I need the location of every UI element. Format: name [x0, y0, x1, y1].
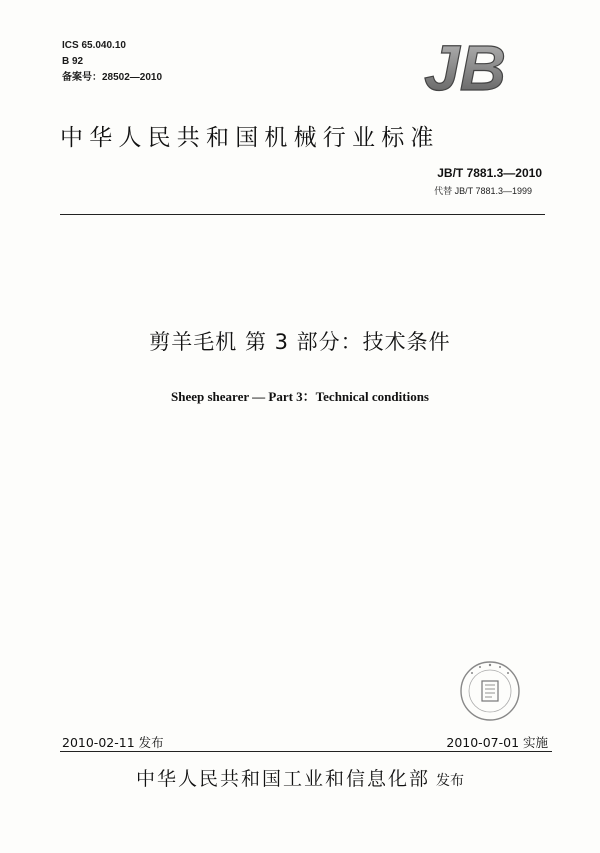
- top-divider: [60, 214, 545, 215]
- issue-date: 2010-02-11 发布: [62, 735, 164, 750]
- standard-category-title: 中华人民共和国机械行业标准: [60, 125, 440, 151]
- issuer-name: 中华人民共和国工业和信息化部: [135, 768, 430, 790]
- issuer-line: [0, 764, 600, 791]
- standard-number: JB/T 7881.3—2010: [437, 166, 542, 180]
- jb-logo-text: JB: [424, 36, 506, 96]
- replaces-standard: 代替 JB/T 7881.3—1999: [434, 186, 532, 196]
- class-code: B 92: [62, 56, 84, 67]
- filing-number: 备案号：28502—2010: [62, 72, 163, 83]
- document-title-cn: 剪羊毛机 第 3 部分：技术条件: [149, 330, 451, 354]
- document-title-en: Sheep shearer — Part 3：Technical conditions: [171, 389, 429, 404]
- issuer-seal-icon: [458, 659, 522, 723]
- issuer-action: 发布: [436, 773, 464, 789]
- classification-block: [62, 38, 162, 86]
- bottom-divider: [60, 751, 552, 752]
- jb-logo: [404, 36, 526, 96]
- ics-code: ICS 65.040.10: [62, 40, 126, 51]
- effective-date: 2010-07-01 实施: [446, 735, 548, 750]
